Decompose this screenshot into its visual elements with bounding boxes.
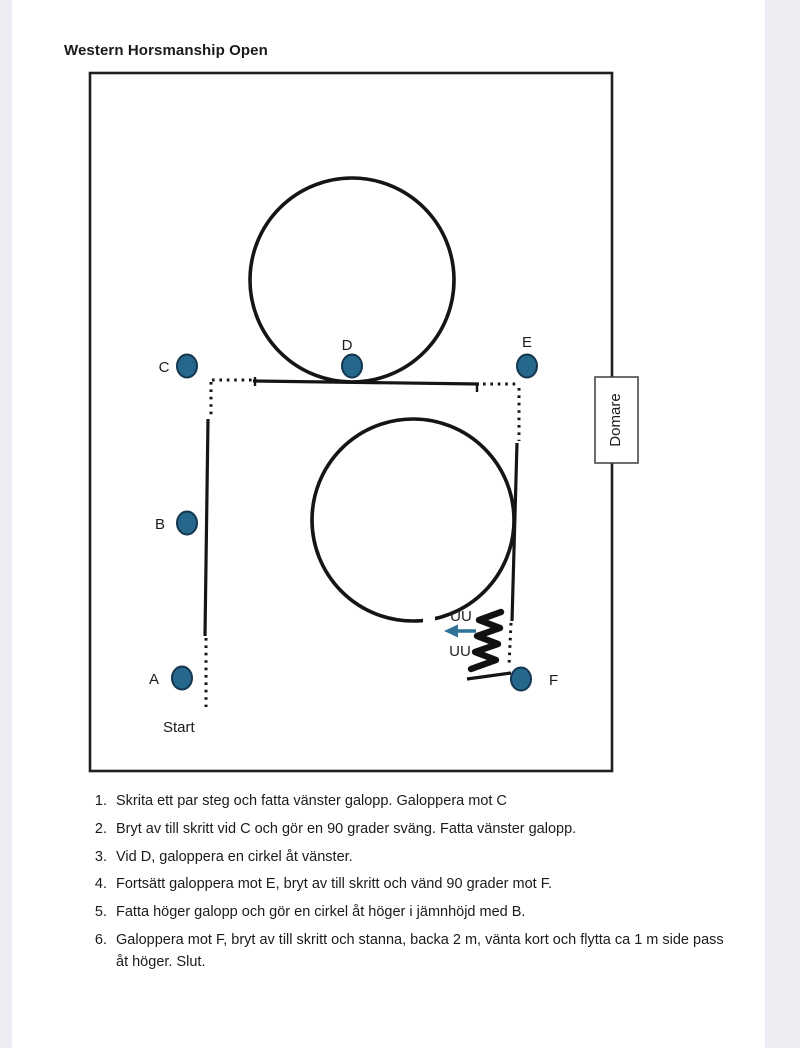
instruction-list [84,791,734,979]
bottom-circle-path [312,419,514,621]
solid-line-left-vertical [205,419,208,636]
marker-label-c: C [158,359,170,376]
solid-path-group [205,377,517,679]
page-title: Western Horsmanship Open [64,42,268,59]
dotted-line-to-f [509,623,511,666]
marker-label-f: F [549,672,559,689]
bottom-circle-gap [423,613,435,625]
judge-box-label: Domare [606,393,624,447]
marker-dot-f [511,668,531,691]
uu-bottom-label: UU [449,643,471,660]
marker-dot-a [172,667,192,690]
marker-label-e: E [521,334,533,351]
start-label: Start [163,719,195,736]
marker-dot-b [177,512,197,535]
marker-dot-d [342,355,362,378]
dotted-path-group [206,380,519,707]
solid-line-sidepass [467,673,511,679]
instruction-item-3: 3. Vid D, galoppera en cirkel åt vänster. [111,847,734,869]
marker-dot-e [517,355,537,378]
marker-label-a: A [148,671,160,688]
instruction-item-4: 4. Fortsätt galoppera mot E, bryt av till skritt och vänd 90 grader mot F. [111,874,734,896]
uu-top-label: UU [450,608,472,625]
marker-dot-c [177,355,197,378]
instruction-item-6: 6. Galoppera mot F, bryt av till skritt och stanna, backa 2 m, vänta kort och flytta ca 1 m side pass åt höger. Slut. [111,930,734,974]
marker-label-d: D [341,337,353,354]
judge-box [595,377,638,463]
backup-zigzag-icon [471,612,501,669]
instruction-item-2: 2. Bryt av till skritt vid C och gör en 90 grader sväng. Fatta vänster galopp. [111,819,734,841]
left-arrow-icon [444,625,476,638]
instruction-item-5: 5. Fatta höger galopp och gör en cirkel åt höger i jämnhöjd med B. [111,902,734,924]
solid-line-top [253,381,479,384]
instruction-item-1: 1. Skrita ett par steg och fatta vänster galopp. Galoppera mot C [111,791,734,813]
marker-label-b: B [154,516,166,533]
